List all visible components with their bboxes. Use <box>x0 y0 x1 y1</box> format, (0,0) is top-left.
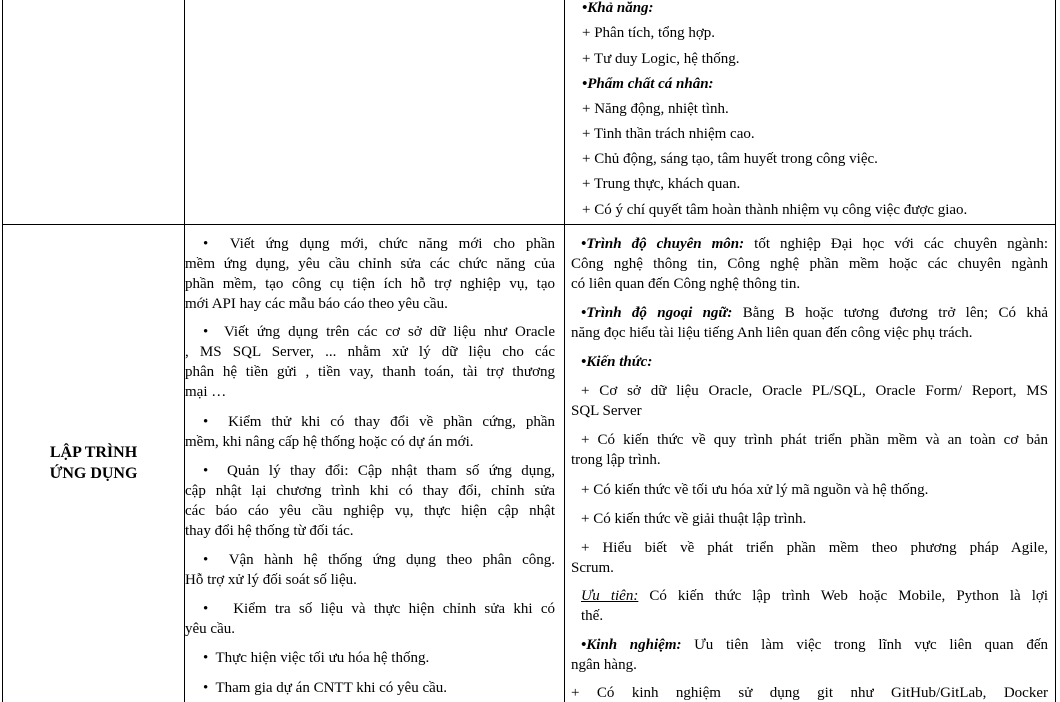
table-border-right <box>1055 0 1056 702</box>
duty-line: • Kiểm thử khi có thay đổi về phần cứng, phần <box>203 414 555 430</box>
kha-nang-label: Khả năng: <box>587 0 654 16</box>
req-line: Scrum. <box>571 560 614 576</box>
duty-line: • Tham gia dự án CNTT khi có yêu cầu. <box>203 680 448 696</box>
duty-line: • Vận hành hệ thống ứng dụng theo phân công. <box>203 552 555 568</box>
duty-line: thay đổi hệ thống từ đối tác. <box>185 523 354 539</box>
req-line: + Có kinh nghiệm sử dụng git như GitHub/GitLab, Docker <box>571 685 1048 701</box>
duty-line: Hỗ trợ xử lý đối soát số liệu. <box>185 572 357 588</box>
req-line: •Trình độ chuyên môn: tốt nghiệp Đại học với các chuyên ngành: <box>581 236 1048 252</box>
duty-line: • Kiểm tra số liệu và thực hiện chỉnh sửa khi có <box>203 601 555 617</box>
list-item: + Năng động, nhiệt tình. <box>582 101 729 117</box>
role-title-line-2: ỨNG DỤNG <box>49 465 138 482</box>
req-line: + Hiểu biết về phát triển phần mềm theo phương pháp Agile, <box>581 540 1048 556</box>
duty-line: phần mềm, tạo công cụ tiện ích hỗ trợ nghiệp vụ, tạo <box>185 276 555 292</box>
duty-line: cập nhật lại chương trình khi có thay đổi, chỉnh sửa <box>185 483 555 499</box>
role-title-line-1: LẬP TRÌNH <box>49 444 138 461</box>
pham-chat-heading: •Phẩm chất cá nhân: <box>582 76 714 92</box>
list-item: + Chủ động, sáng tạo, tâm huyết trong công việc. <box>582 151 878 167</box>
pham-chat-label: Phẩm chất cá nhân: <box>587 76 714 92</box>
duties-cell <box>185 225 564 702</box>
duty-line: mềm, khi nâng cấp hệ thống hoặc có dự án mới. <box>185 434 474 450</box>
req-line: + Có kiến thức về quy trình phát triển phần mềm và an toàn cơ bản <box>581 432 1048 448</box>
list-item: + Tư duy Logic, hệ thống. <box>582 51 740 67</box>
duty-line: phân hệ tiền gửi , tiền vay, thanh toán, tài trợ thương <box>185 364 555 380</box>
duty-line: , MS SQL Server, ... nhằm xử lý dữ liệu cho các <box>185 344 555 360</box>
list-item: + Tinh thần trách nhiệm cao. <box>582 126 755 142</box>
req-line: Ưu tiên: Có kiến thức lập trình Web hoặc Mobile, Python là lợi <box>581 588 1049 604</box>
duty-line: • Quản lý thay đổi: Cập nhật tham số ứng dụng, <box>203 463 555 479</box>
req-line: ngân hàng. <box>571 657 637 673</box>
list-item: + Có ý chí quyết tâm hoàn thành nhiệm vụ công việc được giao. <box>582 202 968 218</box>
duty-line: các báo cáo yêu cầu nghiệp vụ, thực hiện cập nhật <box>185 503 555 519</box>
duty-line: yêu cầu. <box>185 621 235 637</box>
duty-line: • Viết ứng dụng trên các cơ sở dữ liệu như Oracle <box>203 324 555 340</box>
duty-line: mềm ứng dụng, yêu cầu chỉnh sửa các chức năng của <box>185 256 555 272</box>
kha-nang-heading: •Khả năng: <box>582 0 654 16</box>
req-line: + Có kiến thức về giải thuật lập trình. <box>581 511 807 527</box>
req-line: có liên quan đến Công nghệ thông tin. <box>571 276 801 292</box>
duty-line: mại … <box>185 384 227 400</box>
duty-line: • Thực hiện việc tối ưu hóa hệ thống. <box>203 650 430 666</box>
duty-line: mới API hay các mẫu báo cáo theo yêu cầu. <box>185 296 448 312</box>
duty-line: • Viết ứng dụng mới, chức năng mới cho phần <box>203 236 555 252</box>
list-item: + Trung thực, khách quan. <box>582 176 741 192</box>
req-line: trong lập trình. <box>571 452 661 468</box>
req-line: •Trình độ ngoại ngữ: Bằng B hoặc tương đương trở lên; Có khả <box>581 305 1048 321</box>
req-line: + Có kiến thức về tối ưu hóa xử lý mã nguồn và hệ thống. <box>581 482 929 498</box>
req-line: •Kinh nghiệm: Ưu tiên làm việc trong lĩnh vực liên quan đến <box>581 637 1049 653</box>
list-item: + Phân tích, tổng hợp. <box>582 25 716 41</box>
requirements-cell <box>565 225 1055 702</box>
top-requirements-cell <box>565 0 1055 224</box>
req-line: năng đọc hiểu tài liệu tiếng Anh liên quan đến công việc phụ trách. <box>571 325 973 341</box>
req-line: Công nghệ thông tin, Công nghệ phần mềm hoặc các chuyên ngành <box>571 256 1048 272</box>
req-line: SQL Server <box>571 403 642 419</box>
kien-thuc-heading: •Kiến thức: <box>581 354 653 370</box>
req-line: + Cơ sở dữ liệu Oracle, Oracle PL/SQL, Oracle Form/ Report, MS <box>581 383 1048 399</box>
req-line: thế. <box>581 608 604 624</box>
role-cell <box>3 225 184 702</box>
